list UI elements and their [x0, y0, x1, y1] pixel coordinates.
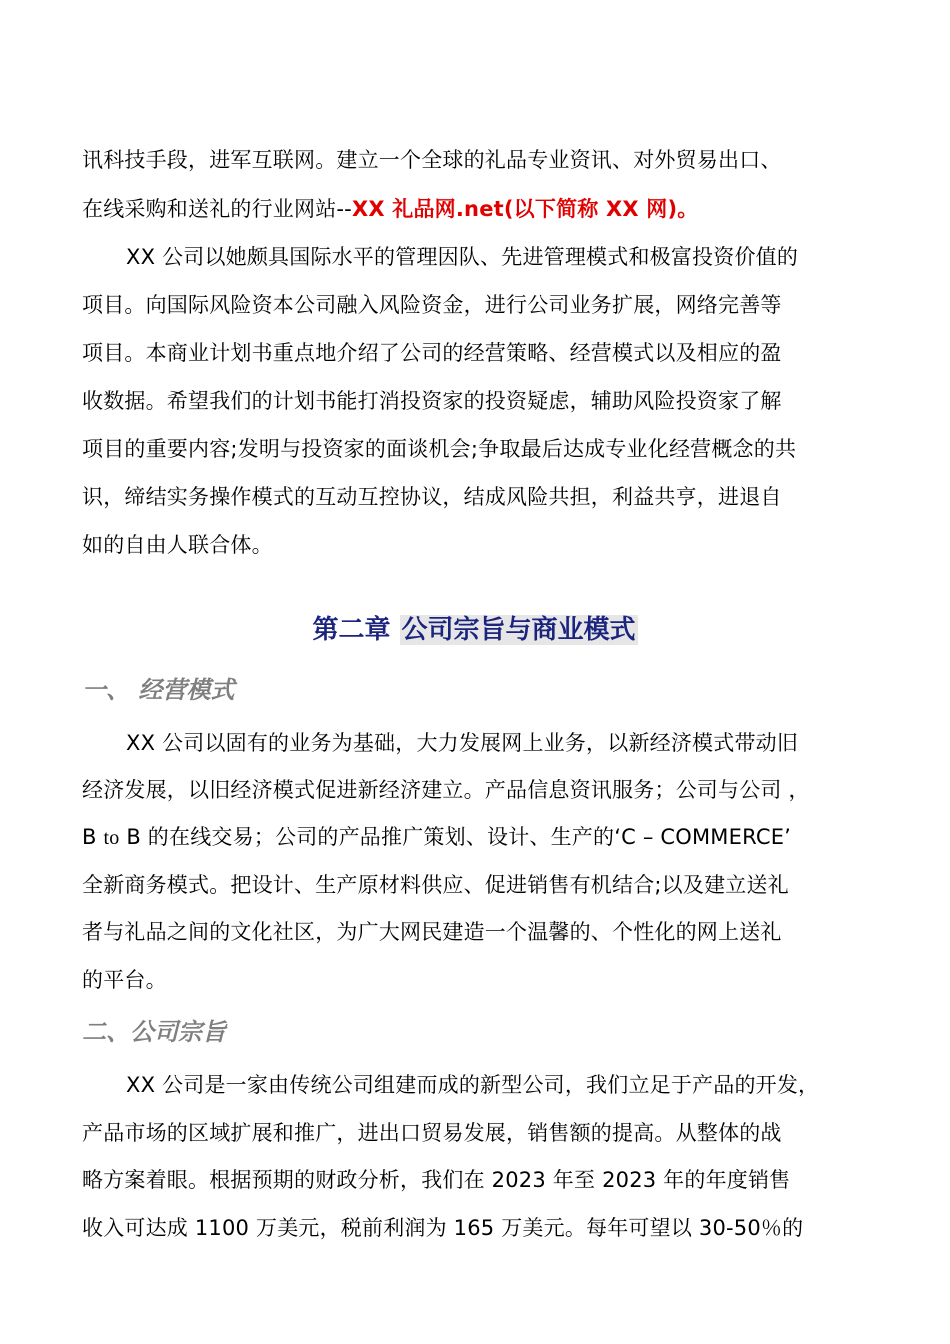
section1-line-3-a: B: [82, 825, 104, 849]
para2-line-1: XX 公司以她颇具国际水平的管理因队、先进管理模式和极富投资价值的: [126, 245, 799, 269]
para2-line-5: 项目的重要内容;发明与投资家的面谈机会;争取最后达成专业化经营概念的共: [82, 437, 797, 461]
section1-line-3-to: to: [103, 827, 120, 849]
section2-line-3: 略方案着眼。根据预期的财政分析，我们在 2023 年至 2023 年的年度销售: [82, 1168, 791, 1192]
site-name-highlight: XX 礼品网.net(以下简称 XX 网)。: [351, 197, 699, 221]
section1-line-3-b: B 的在线交易；公司的产品推广策划、设计、生产的‘C – COMMERCE’: [119, 825, 792, 849]
section2-line-1: XX 公司是一家由传统公司组建而成的新型公司，我们立足于产品的开发，: [126, 1073, 820, 1097]
section-heading-business-model: 一、 经营模式: [82, 676, 235, 704]
para2-line-3: 项目。本商业计划书重点地介绍了公司的经营策略、经营模式以及相应的盈: [82, 341, 782, 365]
section1-line-4: 全新商务模式。把设计、生产原材料供应、促进销售有机结合;以及建立送礼: [82, 873, 789, 897]
section1-line-3: [82, 823, 862, 852]
para2-line-2: 项目。向国际风险资本公司融入风险资金，进行公司业务扩展，网络完善等: [82, 293, 782, 317]
section1-line-6: 的平台。: [82, 968, 167, 992]
section1-line-2: 经济发展，以旧经济模式促进新经济建立。产品信息资讯服务；公司与公司 ，: [82, 778, 810, 802]
para2-line-6: 识，缔结实务操作模式的互动互控协议，结成风险共担，利益共亨，进退自: [82, 485, 782, 509]
chapter-number: 第二章: [312, 615, 391, 645]
intro-line-2: [82, 195, 862, 223]
para2-line-4: 收数据。希望我们的计划书能打消投资家的投资疑虑，辅助风险投资家了解: [82, 389, 782, 413]
section1-line-1: XX 公司以固有的业务为基础，大力发展网上业务，以新经济模式带动旧: [126, 731, 799, 755]
section1-line-5: 者与礼品之间的文化社区，为广大网民建造一个温馨的、个性化的网上送礼: [82, 920, 782, 944]
section2-line-2: 产品市场的区域扩展和推广，进出口贸易发展，销售额的提高。从整体的战: [82, 1121, 782, 1145]
section2-line-4: 收入可达成 1100 万美元，税前利润为 165 万美元。每年可望以 30-50％的: [82, 1216, 804, 1240]
chapter-heading: [0, 612, 950, 648]
chapter-title: 公司宗旨与商业模式: [401, 615, 636, 645]
para2-line-7: 如的自由人联合体。: [82, 533, 273, 557]
intro-line-2-text: 在线采购和送礼的行业网站--: [82, 197, 352, 221]
section-heading-company-purpose: 二、公司宗旨: [82, 1018, 226, 1046]
intro-line-1: 讯科技手段，进军互联网。建立一个全球的礼品专业资讯、对外贸易出口、: [82, 148, 782, 172]
